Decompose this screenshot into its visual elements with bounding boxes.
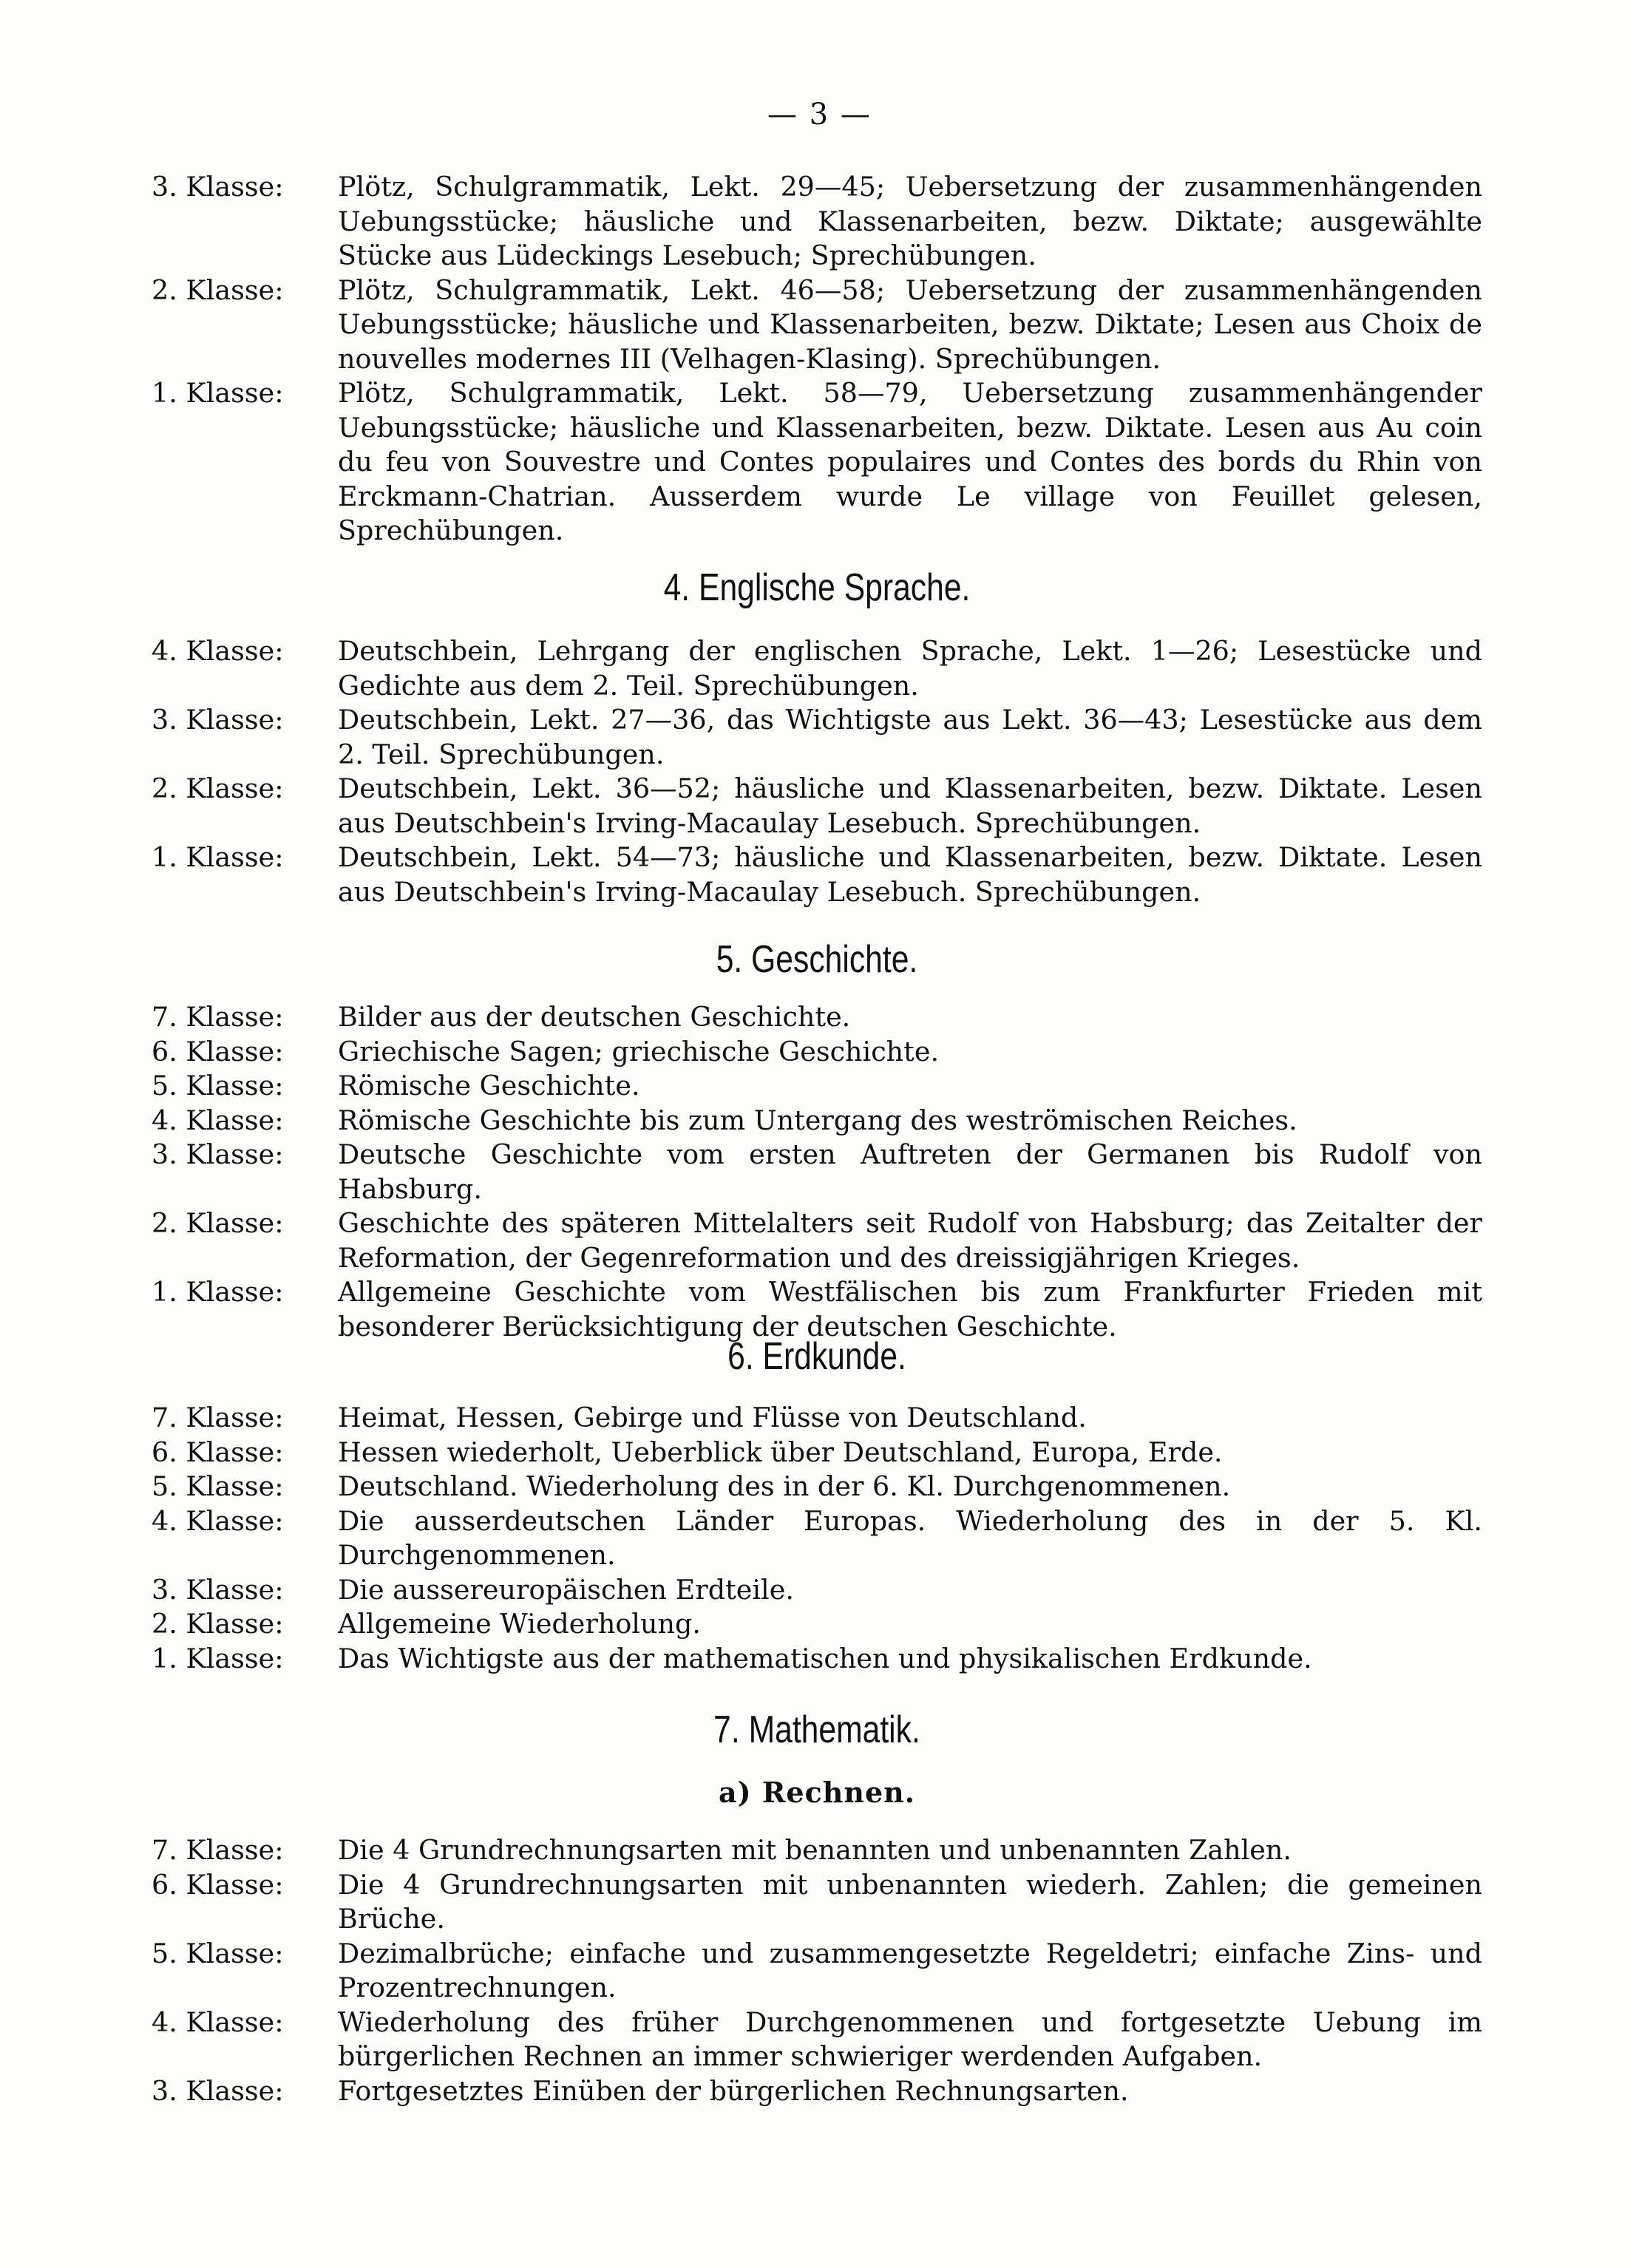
entry-text: Römische Geschichte. — [338, 1070, 640, 1101]
entry-english-4 — [152, 634, 1482, 703]
entry-text: Geschichte des späteren Mittelalters seit Rudolf von Habsburg; das Zeitalter der Reformation, der Gegenreformation und des dreissigjährigen Krieges. — [338, 1207, 1482, 1274]
class-label: 2. Klasse: — [152, 773, 284, 804]
entry-english-3 — [152, 703, 1482, 772]
entry-geography-5 — [152, 1470, 1482, 1504]
entry-geography-7 — [152, 1401, 1482, 1436]
heading-geography: 6. Erdkunde. — [727, 1335, 906, 1378]
page-number: — 3 — — [767, 98, 872, 132]
entry-text: Fortgesetztes Einüben der bürgerlichen Rechnungsarten. — [338, 2074, 1129, 2107]
entry-geography-2 — [152, 1607, 1482, 1642]
entry-text: Wiederholung des früher Durchgenommenen und fortgesetzte Uebung im bürgerlichen Rechnen an immer schwieriger werdenden Aufgaben. — [338, 2006, 1482, 2072]
subheading-rechnen: a) Rechnen. — [718, 1776, 915, 1809]
section-math — [152, 1833, 1482, 2108]
class-label: 3. Klasse: — [152, 1573, 284, 1606]
entry-text: Allgemeine Geschichte vom Westfälischen bis zum Frankfurter Frieden mit besonderer Berücksichtigung der deutschen Geschichte. — [338, 1276, 1482, 1342]
entry-geography-1 — [152, 1642, 1482, 1677]
class-label: 5. Klasse: — [152, 1070, 284, 1101]
entry-text: Deutsche Geschichte vom ersten Auftreten der Germanen bis Rudolf von Habsburg. — [338, 1138, 1482, 1205]
entry-geography-6 — [152, 1436, 1482, 1470]
entry-history-7 — [152, 1000, 1482, 1035]
entry-text: Allgemeine Wiederholung. — [338, 1608, 701, 1640]
entry-history-4 — [152, 1104, 1482, 1138]
class-label: 3. Klasse: — [152, 704, 284, 736]
class-label: 5. Klasse: — [152, 1470, 284, 1502]
class-label: 1. Klasse: — [152, 377, 284, 409]
entry-text: Hessen wiederholt, Ueberblick über Deutschland, Europa, Erde. — [338, 1436, 1223, 1468]
class-label: 1. Klasse: — [152, 1276, 284, 1308]
class-label: 7. Klasse: — [152, 1001, 284, 1033]
section-english — [152, 634, 1482, 909]
entry-text: Griechische Sagen; griechische Geschichte. — [338, 1035, 940, 1067]
entry-text: Plötz, Schulgrammatik, Lekt. 58—79, Uebersetzung zusammenhängender Uebungsstücke; häusliche und Klassenarbeiten, bezw. Diktate. Lesen aus Au coin du feu von Souvestre und Contes populaires und Contes des bords du Rhin von Erckmann-Chatrian. Ausserdem wurde Le village von Feuillet gelesen, Sprechübungen. — [338, 377, 1482, 546]
class-label: 3. Klasse: — [152, 2074, 284, 2107]
entry-history-2 — [152, 1206, 1482, 1275]
entry-math-6 — [152, 1868, 1482, 1937]
heading-english: 4. Englische Sprache. — [663, 566, 971, 609]
class-label: 4. Klasse: — [152, 2006, 284, 2038]
class-label: 5. Klasse: — [152, 1937, 284, 1969]
entry-text: Das Wichtigste aus der mathematischen und physikalischen Erdkunde. — [338, 1642, 1312, 1674]
entry-text: Dezimalbrüche; einfache und zusammengesetzte Regeldetri; einfache Zins- und Prozentrechnungen. — [338, 1937, 1482, 2003]
entry-math-7 — [152, 1833, 1482, 1868]
entry-text: Plötz, Schulgrammatik, Lekt. 29—45; Uebersetzung der zusammenhängenden Uebungsstücke; häusliche und Klassenarbeiten, bezw. Diktate; ausgewählte Stücke aus Lüdeckings Lesebuch; Sprechübungen. — [338, 171, 1482, 271]
heading-math: 7. Mathematik. — [713, 1708, 920, 1751]
entry-math-3 — [152, 2074, 1482, 2109]
class-label: 1. Klasse: — [152, 1642, 284, 1674]
entry-geography-3 — [152, 1573, 1482, 1608]
class-label: 1. Klasse: — [152, 841, 284, 873]
class-label: 4. Klasse: — [152, 1504, 284, 1537]
entry-english-1 — [152, 841, 1482, 909]
class-label: 7. Klasse: — [152, 1834, 284, 1866]
entry-text: Die 4 Grundrechnungsarten mit unbenannten wiederh. Zahlen; die gemeinen Brüche. — [338, 1868, 1482, 1935]
entry-french-3 — [152, 170, 1482, 274]
class-label: 4. Klasse: — [152, 635, 284, 667]
class-label: 7. Klasse: — [152, 1402, 284, 1433]
entry-text: Heimat, Hessen, Gebirge und Flüsse von Deutschland. — [338, 1402, 1087, 1433]
class-label: 2. Klasse: — [152, 1207, 284, 1239]
class-label: 4. Klasse: — [152, 1104, 284, 1136]
entry-text: Deutschland. Wiederholung des in der 6. Kl. Durchgenommenen. — [338, 1470, 1231, 1502]
entry-math-5 — [152, 1937, 1482, 2006]
entry-french-1 — [152, 376, 1482, 549]
section-history — [152, 1000, 1482, 1344]
class-label: 2. Klasse: — [152, 274, 284, 306]
entry-text: Deutschbein, Lekt. 54—73; häusliche und Klassenarbeiten, bezw. Diktate. Lesen aus Deutschbein's Irving-Macaulay Lesebuch. Sprechübungen. — [338, 841, 1482, 908]
section-french — [152, 170, 1482, 549]
entry-history-3 — [152, 1138, 1482, 1206]
class-label: 6. Klasse: — [152, 1868, 284, 1901]
class-label: 3. Klasse: — [152, 171, 284, 203]
entry-french-2 — [152, 274, 1482, 377]
entry-english-2 — [152, 772, 1482, 841]
entry-history-5 — [152, 1069, 1482, 1104]
entry-geography-4 — [152, 1504, 1482, 1573]
entry-text: Römische Geschichte bis zum Untergang des weströmischen Reiches. — [338, 1104, 1297, 1136]
entry-text: Bilder aus der deutschen Geschichte. — [338, 1001, 851, 1033]
section-geography — [152, 1401, 1482, 1676]
entry-text: Die 4 Grundrechnungsarten mit benannten und unbenannten Zahlen. — [338, 1834, 1292, 1866]
entry-text: Deutschbein, Lekt. 36—52; häusliche und Klassenarbeiten, bezw. Diktate. Lesen aus Deutschbein's Irving-Macaulay Lesebuch. Sprechübungen. — [338, 773, 1482, 839]
entry-history-6 — [152, 1035, 1482, 1070]
entry-text: Deutschbein, Lehrgang der englischen Sprache, Lekt. 1—26; Lesestücke und Gedichte aus dem 2. Teil. Sprechübungen. — [338, 635, 1482, 702]
entry-text: Plötz, Schulgrammatik, Lekt. 46—58; Uebersetzung der zusammenhängenden Uebungsstücke; häusliche und Klassenarbeiten, bezw. Diktate; Lesen aus Choix de nouvelles modernes III (Velhagen-Klasing). Sprechübungen. — [338, 274, 1482, 375]
entry-text: Die aussereuropäischen Erdteile. — [338, 1573, 794, 1606]
class-label: 3. Klasse: — [152, 1138, 284, 1170]
heading-history: 5. Geschichte. — [716, 938, 918, 981]
class-label: 6. Klasse: — [152, 1436, 284, 1468]
entry-text: Deutschbein, Lekt. 27—36, das Wichtigste aus Lekt. 36—43; Lesestücke aus dem 2. Teil. Sprechübungen. — [338, 704, 1482, 770]
entry-math-4 — [152, 2006, 1482, 2074]
class-label: 2. Klasse: — [152, 1608, 284, 1640]
entry-text: Die ausserdeutschen Länder Europas. Wiederholung des in der 5. Kl. Durchgenommenen. — [338, 1504, 1482, 1571]
class-label: 6. Klasse: — [152, 1035, 284, 1067]
